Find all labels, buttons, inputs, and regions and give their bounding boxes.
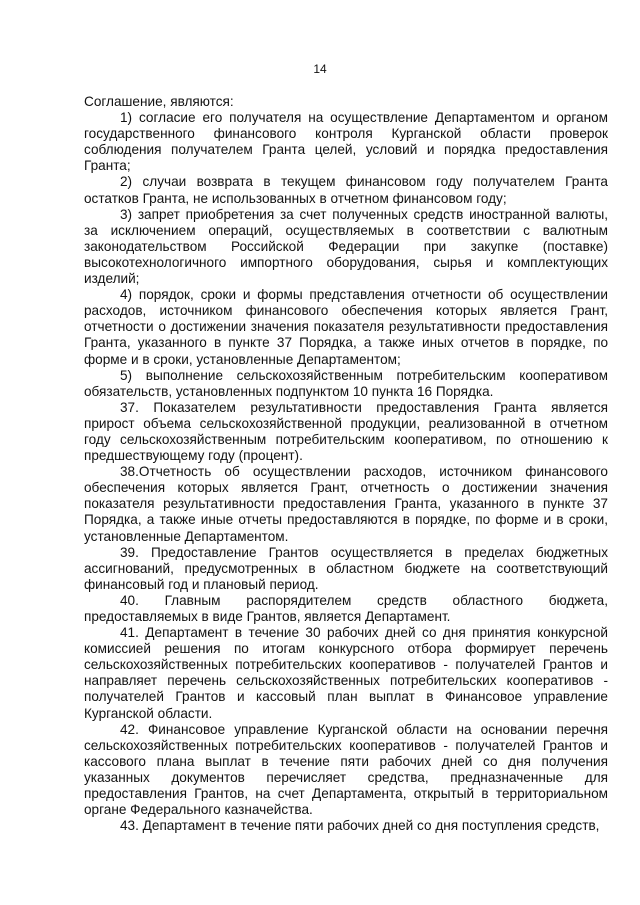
paragraph: 5) выполнение сельскохозяйственным потребительским кооперативом обязательств, установленных подпунктом 10 пункта 16 Порядка. — [84, 367, 608, 399]
paragraph: Соглашение, являются: — [84, 94, 234, 109]
paragraph: 40. Главным распорядителем средств областного бюджета, предоставляемых в виде Грантов, является Департамент. — [84, 592, 608, 624]
paragraph: 3) запрет приобретения за счет полученных средств иностранной валюты, за исключением операций, осуществляемых в соответствии с валютным законодательством Российской Федерации при закупке (поставке) высокотехнологичного импортного оборудования, сырья и комплектующих изделий; — [84, 206, 608, 287]
paragraph: 41. Департамент в течение 30 рабочих дней со дня принятия конкурсной комиссией решения по итогам конкурсного отбора формирует перечень сельскохозяйственных потребительских кооперативов - получателей Грантов и направляет перечень сельскохозяйственных потребительских кооперативов - получателей Грантов и кассовый план выплат в Финансовое управление Курганской области. — [84, 625, 608, 721]
paragraph: 1) согласие его получателя на осуществление Департаментом и органом государственного финансового контроля Курганской области проверок соблюдения получателем Гранта целей, условий и порядка предоставления Гранта; — [84, 110, 608, 174]
document-body — [84, 94, 608, 834]
paragraph: 42. Финансовое управление Курганской области на основании перечня сельскохозяйственных потребительских кооперативов - получателей Грантов и кассового плана выплат в течение пяти рабочих дней со дня получения указанных документов перечисляет средства, предназначенные для предоставления Грантов, на счет Департамента, открытый в территориальном органе Федерального казначейства. — [84, 721, 608, 818]
page-number: 14 — [313, 62, 327, 76]
paragraph: 2) случаи возврата в текущем финансовом году получателем Гранта остатков Гранта, не использованных в отчетном финансовом году; — [84, 174, 608, 206]
paragraph: 4) порядок, сроки и формы представления отчетности об осуществлении расходов, источником финансового обеспечения которых является Грант, отчетности о достижении значения показателя результативности предоставления Гранта, указанного в пункте 37 Порядка, а также иных отчетов в порядке, по форме и в сроки, установленные Департаментом; — [84, 287, 608, 367]
paragraph: 43. Департамент в течение пяти рабочих дней со дня поступления средств, — [120, 818, 600, 834]
paragraph: 38.Отчетность об осуществлении расходов, источником финансового обеспечения которых является Грант, отчетность о достижении значения показателя результативности предоставления Гранта, указанного в пункте 37 Порядка, а также иные отчеты предоставляются в порядке, по форме и в сроки, установленные Департаментом. — [84, 464, 608, 544]
paragraph: 39. Предоставление Грантов осуществляется в пределах бюджетных ассигнований, предусмотренных в областном бюджете на соответствующий финансовый год и плановый период. — [84, 544, 608, 592]
paragraph: 37. Показателем результативности предоставления Гранта является прирост объема сельскохозяйственной продукции, реализованной в отчетном году сельскохозяйственным потребительским кооперативом, по отношению к предшествующему году (процент). — [84, 399, 608, 464]
